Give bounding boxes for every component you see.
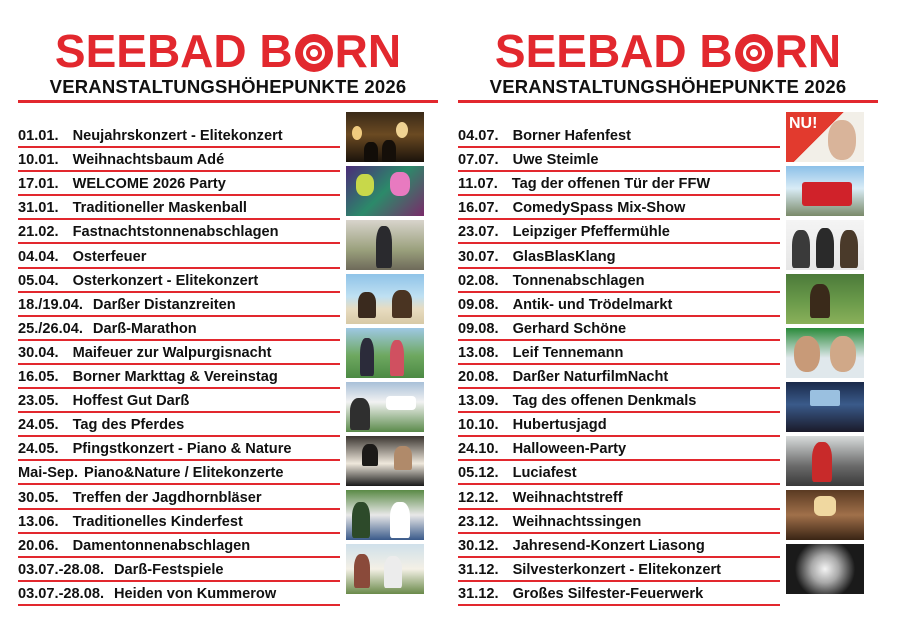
photo-singers-duo	[786, 328, 864, 378]
event-row	[458, 437, 780, 461]
event-name: Tag des offenen Denkmals	[512, 393, 697, 410]
brand-title	[454, 26, 882, 76]
photo-film-night	[786, 382, 864, 432]
seal-logo-icon	[735, 34, 773, 72]
photo-horse-riders	[346, 274, 424, 324]
event-name: Heiden von Kummerow	[114, 585, 277, 602]
event-row	[458, 196, 780, 220]
event-name: Fastnachtstonnenabschlagen	[72, 224, 279, 241]
event-name: Osterkonzert - Elitekonzert	[72, 272, 259, 289]
event-name: Traditionelles Kinderfest	[72, 513, 243, 530]
event-row	[458, 148, 780, 172]
event-name: Darßer NaturfilmNacht	[512, 369, 669, 386]
event-name: Tonnenabschlagen	[512, 272, 645, 289]
event-name: Piano&Nature / Elitekonzerte	[84, 465, 284, 482]
event-name: Treffen der Jagdhornbläser	[72, 489, 262, 506]
photo-concert-candles	[346, 112, 424, 162]
event-date: 24.05.	[18, 417, 59, 434]
event-row	[458, 365, 780, 389]
event-name: Antik- und Trödelmarkt	[512, 296, 673, 313]
event-row	[18, 534, 340, 558]
poster-badge: NU!	[789, 115, 818, 132]
event-name: Weihnachtstreff	[512, 489, 623, 506]
event-date: 21.02.	[18, 224, 59, 241]
event-name: Silvesterkonzert - Elitekonzert	[512, 561, 722, 578]
photo-hunting-rider	[786, 436, 864, 486]
event-row	[18, 582, 340, 606]
event-row	[458, 172, 780, 196]
photo-fire-truck	[786, 166, 864, 216]
event-row	[458, 582, 780, 606]
photo-fireworks	[786, 544, 864, 594]
photo-hunting-horns	[346, 490, 424, 540]
brand-title	[14, 26, 442, 76]
event-date: 10.01.	[18, 152, 59, 169]
event-date: 20.08.	[458, 369, 499, 386]
title-text-start: SEEBAD B	[54, 25, 293, 77]
event-date: 23.05.	[18, 393, 59, 410]
event-row	[458, 269, 780, 293]
event-name: Uwe Steimle	[512, 152, 599, 169]
event-name: Borner Hafenfest	[512, 128, 631, 145]
event-date: 31.12.	[458, 561, 499, 578]
event-date: 23.12.	[458, 513, 499, 530]
event-date: 03.07.-28.08.	[18, 585, 105, 602]
event-row	[18, 196, 340, 220]
event-date: 30.07.	[458, 248, 499, 265]
event-row	[18, 317, 340, 341]
event-row	[18, 365, 340, 389]
event-name: Neujahrskonzert - Elitekonzert	[72, 128, 283, 145]
event-row	[18, 413, 340, 437]
photo-column	[346, 112, 426, 598]
event-name: Luciafest	[512, 465, 577, 482]
title-text-start: SEEBAD B	[494, 25, 733, 77]
photo-church-interior	[786, 490, 864, 540]
event-row	[458, 124, 780, 148]
event-row	[458, 461, 780, 485]
program-page-right	[454, 0, 882, 643]
event-row	[18, 558, 340, 582]
page-subtitle: VERANSTALTUNGSHÖHEPUNKTE 2026	[489, 76, 847, 97]
photo-festival-costumes	[346, 544, 424, 594]
event-row	[458, 389, 780, 413]
event-date: 16.07.	[458, 200, 499, 217]
event-name: Darßer Distanzreiten	[92, 296, 236, 313]
event-date: 03.07.-28.08.	[18, 561, 105, 578]
event-row	[18, 485, 340, 509]
event-row	[458, 220, 780, 244]
event-date: 17.01.	[18, 176, 59, 193]
event-name: Darß-Festspiele	[114, 561, 224, 578]
event-name: Pfingstkonzert - Piano & Nature	[72, 441, 292, 458]
event-row	[18, 220, 340, 244]
event-date: 02.08.	[458, 272, 499, 289]
event-date: 24.05.	[18, 441, 59, 458]
event-row	[18, 172, 340, 196]
event-name: Großes Silfester-Feuerwerk	[512, 585, 704, 602]
event-name: Tag der offenen Tür der FFW	[511, 176, 711, 193]
event-date: 07.07.	[458, 152, 499, 169]
event-row	[18, 293, 340, 317]
event-date: 24.10.	[458, 441, 499, 458]
event-date: 11.07.	[458, 176, 498, 193]
event-date: 30.04.	[18, 344, 59, 361]
photo-cabaret-trio	[786, 220, 864, 270]
event-date: Mai-Sep.	[18, 465, 79, 482]
title-text-end: RN	[774, 25, 842, 77]
event-row	[18, 244, 340, 268]
event-row	[18, 124, 340, 148]
event-row	[18, 461, 340, 485]
event-date: 05.12.	[458, 465, 499, 482]
event-date: 13.06.	[18, 513, 59, 530]
event-list	[458, 124, 780, 606]
photo-tournament	[786, 274, 864, 324]
event-date: 30.05.	[18, 489, 59, 506]
event-name: Tag des Pferdes	[72, 417, 185, 434]
event-name: Hoffest Gut Darß	[72, 393, 190, 410]
event-name: WELCOME 2026 Party	[72, 176, 226, 193]
event-row	[458, 534, 780, 558]
event-row	[458, 293, 780, 317]
event-date: 30.12.	[458, 537, 499, 554]
event-row	[18, 341, 340, 365]
event-name: Halloween-Party	[512, 441, 627, 458]
event-row	[458, 244, 780, 268]
event-row	[458, 413, 780, 437]
event-row	[18, 269, 340, 293]
event-row	[458, 317, 780, 341]
event-row	[18, 148, 340, 172]
photo-runners	[346, 328, 424, 378]
event-name: ComedySpass Mix-Show	[512, 200, 686, 217]
event-row	[18, 437, 340, 461]
event-date: 09.08.	[458, 320, 499, 337]
event-date: 25./26.04.	[18, 320, 83, 337]
event-date: 10.10.	[458, 417, 499, 434]
photo-pianist	[346, 436, 424, 486]
event-date: 31.12.	[458, 585, 499, 602]
event-row	[458, 558, 780, 582]
event-name: Darß-Marathon	[92, 320, 197, 337]
photo-market	[346, 382, 424, 432]
event-row	[18, 389, 340, 413]
event-date: 04.07.	[458, 128, 499, 145]
title-divider	[458, 100, 878, 103]
event-date: 20.06.	[18, 537, 59, 554]
event-name: Traditioneller Maskenball	[72, 200, 247, 217]
event-name: Leif Tennemann	[512, 344, 624, 361]
event-date: 23.07.	[458, 224, 499, 241]
program-page-left	[14, 0, 442, 643]
event-date: 12.12.	[458, 489, 499, 506]
event-name: Weihnachtssingen	[512, 513, 642, 530]
event-name: Maifeuer zur Walpurgisnacht	[72, 344, 272, 361]
event-name: GlasBlasKlang	[512, 248, 616, 265]
event-date: 31.01.	[18, 200, 59, 217]
event-date: 16.05.	[18, 369, 59, 386]
event-row	[458, 341, 780, 365]
title-divider	[18, 100, 438, 103]
photo-masquerade	[346, 166, 424, 216]
event-name: Jahresend-Konzert Liasong	[512, 537, 705, 554]
page-subtitle: VERANSTALTUNGSHÖHEPUNKTE 2026	[49, 76, 407, 97]
event-name: Gerhard Schöne	[512, 320, 627, 337]
event-row	[458, 485, 780, 509]
event-date: 13.08.	[458, 344, 499, 361]
event-row	[18, 510, 340, 534]
event-date: 13.09.	[458, 393, 499, 410]
event-date: 01.01.	[18, 128, 59, 145]
event-name: Leipziger Pfeffermühle	[512, 224, 670, 241]
seal-logo-icon	[295, 34, 333, 72]
title-text-end: RN	[334, 25, 402, 77]
event-name: Borner Markttag & Vereinstag	[72, 369, 278, 386]
event-date: 18./19.04.	[18, 296, 83, 313]
photo-column	[786, 112, 866, 598]
photo-bagpiper	[346, 220, 424, 270]
event-name: Weihnachtsbaum Adé	[72, 152, 225, 169]
event-date: 09.08.	[458, 296, 499, 313]
event-list	[18, 124, 340, 606]
event-date: 05.04.	[18, 272, 59, 289]
photo-comedian-poster	[786, 112, 864, 162]
event-name: Hubertusjagd	[512, 417, 607, 434]
event-date: 04.04.	[18, 248, 59, 265]
event-name: Damentonnenabschlagen	[72, 537, 251, 554]
event-row	[458, 510, 780, 534]
event-name: Osterfeuer	[72, 248, 147, 265]
